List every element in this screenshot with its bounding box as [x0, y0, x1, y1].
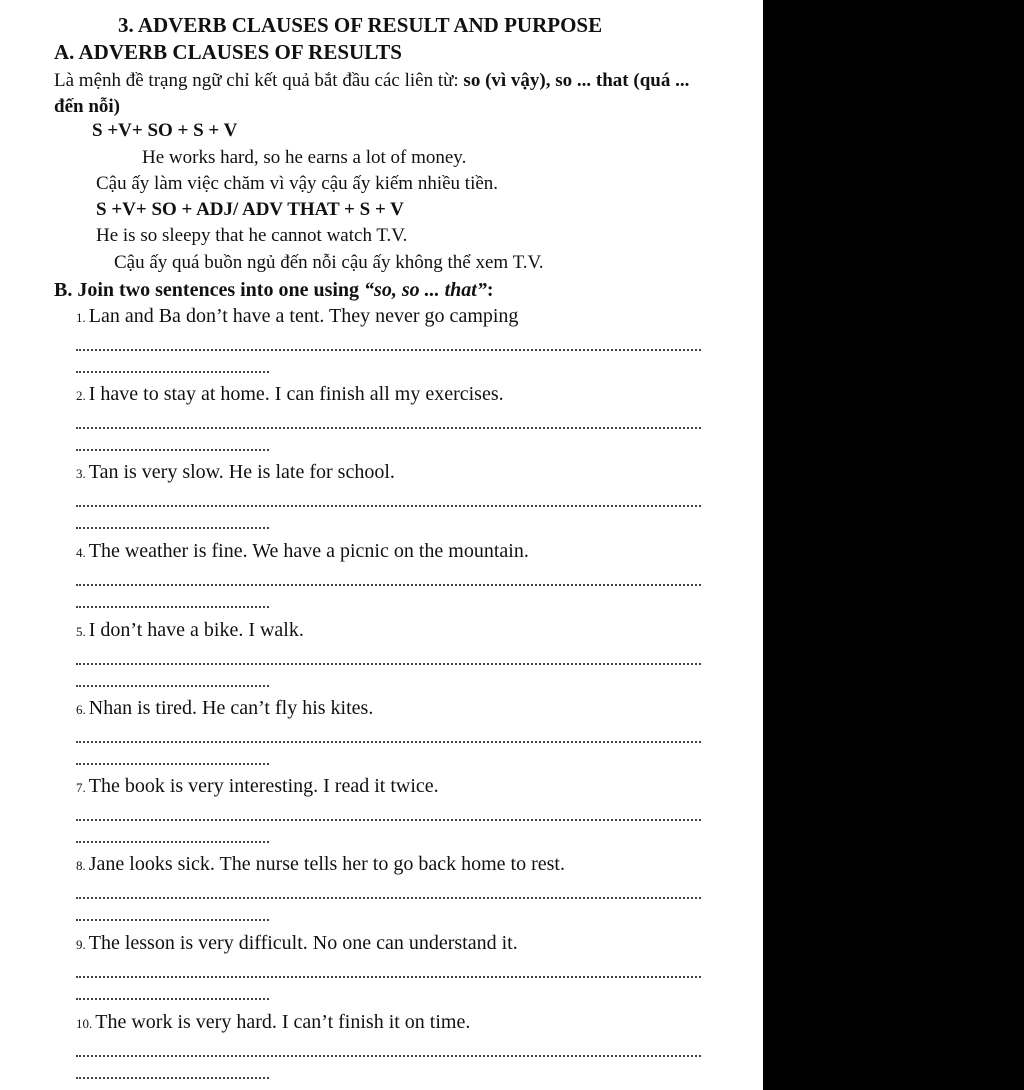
exercise-item	[76, 382, 701, 460]
answer-line[interactable]	[76, 976, 701, 978]
exercise-number: 9.	[76, 937, 86, 952]
exercise-item	[76, 618, 701, 696]
example-2-vietnamese: Cậu ấy quá buồn ngủ đến nỗi cậu ấy không thể xem T.V.	[114, 252, 544, 273]
exercise-prompt	[76, 618, 701, 642]
answer-line-continuation[interactable]	[76, 527, 269, 529]
section-a-intro	[54, 68, 714, 120]
example-1-vietnamese: Cậu ấy làm việc chăm vì vậy cậu ấy kiếm nhiều tiền.	[96, 173, 499, 194]
exercise-text: I don’t have a bike. I walk.	[88, 619, 304, 641]
exercise-item	[76, 539, 701, 617]
answer-line[interactable]	[76, 897, 701, 899]
exercise-prompt	[76, 931, 701, 955]
exercise-item	[76, 1010, 701, 1088]
answer-line-continuation[interactable]	[76, 998, 269, 1000]
exercise-number: 2.	[76, 388, 86, 403]
section-b-heading-suffix: :	[486, 279, 494, 301]
answer-line[interactable]	[76, 505, 701, 507]
page-title: 3. ADVERB CLAUSES OF RESULT AND PURPOSE	[118, 13, 603, 37]
exercise-number: 3.	[76, 466, 86, 481]
exercise-text: Lan and Ba don’t have a tent. They never go camping	[88, 305, 519, 327]
exercise-text: The lesson is very difficult. No one can understand it.	[88, 932, 518, 954]
section-b-heading-prefix: B. Join two sentences into one using	[54, 279, 365, 301]
exercise-number: 8.	[76, 858, 86, 873]
exercise-number: 4.	[76, 545, 86, 560]
exercise-text: Jane looks sick. The nurse tells her to go back home to rest.	[88, 853, 565, 875]
answer-line-continuation[interactable]	[76, 685, 269, 687]
exercise-number: 6.	[76, 702, 86, 717]
exercise-text: Nhan is tired. He can’t fly his kites.	[88, 697, 374, 719]
exercise-item	[76, 460, 701, 538]
exercise-number: 10.	[76, 1016, 93, 1031]
section-b-heading	[54, 279, 494, 302]
exercise-text: I have to stay at home. I can finish all my exercises.	[88, 383, 504, 405]
answer-line[interactable]	[76, 663, 701, 665]
formula-so: S +V+ SO + S + V	[92, 120, 238, 141]
exercise-text: The weather is fine. We have a picnic on the mountain.	[88, 540, 529, 562]
exercise-number: 5.	[76, 624, 86, 639]
answer-line-continuation[interactable]	[76, 449, 269, 451]
exercise-prompt	[76, 696, 701, 720]
exercise-number: 7.	[76, 780, 86, 795]
answer-line[interactable]	[76, 427, 701, 429]
exercise-prompt	[76, 774, 701, 798]
example-1-english: He works hard, so he earns a lot of money.	[142, 147, 467, 168]
exercise-prompt	[76, 304, 701, 328]
exercise-item	[76, 774, 701, 852]
exercise-prompt	[76, 852, 701, 876]
answer-line-continuation[interactable]	[76, 1077, 269, 1079]
exercise-prompt	[76, 539, 701, 563]
exercise-item	[76, 931, 701, 1009]
exercise-item	[76, 852, 701, 930]
exercise-number: 1.	[76, 310, 86, 325]
exercise-text: The work is very hard. I can’t finish it on time.	[95, 1011, 471, 1033]
intro-text: Là mệnh đề trạng ngữ chỉ kết quả bắt đầu các liên từ:	[54, 70, 464, 91]
section-a-heading: A. ADVERB CLAUSES OF RESULTS	[54, 40, 402, 64]
answer-line-continuation[interactable]	[76, 919, 269, 921]
exercise-item	[76, 304, 701, 382]
answer-line-continuation[interactable]	[76, 371, 269, 373]
answer-line-continuation[interactable]	[76, 763, 269, 765]
intro-conjunctions: so (vì vậy), so ... that (quá ... đến nỗi)	[54, 70, 690, 117]
answer-line[interactable]	[76, 349, 701, 351]
answer-line[interactable]	[76, 584, 701, 586]
exercise-text: The book is very interesting. I read it twice.	[88, 775, 439, 797]
answer-line-continuation[interactable]	[76, 841, 269, 843]
exercise-prompt	[76, 460, 701, 484]
answer-line[interactable]	[76, 819, 701, 821]
answer-line[interactable]	[76, 741, 701, 743]
exercise-item	[76, 696, 701, 774]
formula-so-that: S +V+ SO + ADJ/ ADV THAT + S + V	[96, 199, 404, 220]
exercise-prompt	[76, 382, 701, 406]
answer-line[interactable]	[76, 1055, 701, 1057]
answer-line-continuation[interactable]	[76, 606, 269, 608]
section-b-heading-keywords: “so, so ... that”	[364, 279, 487, 301]
exercise-prompt	[76, 1010, 701, 1034]
exercise-text: Tan is very slow. He is late for school.	[88, 461, 395, 483]
example-2-english: He is so sleepy that he cannot watch T.V.	[96, 225, 408, 246]
